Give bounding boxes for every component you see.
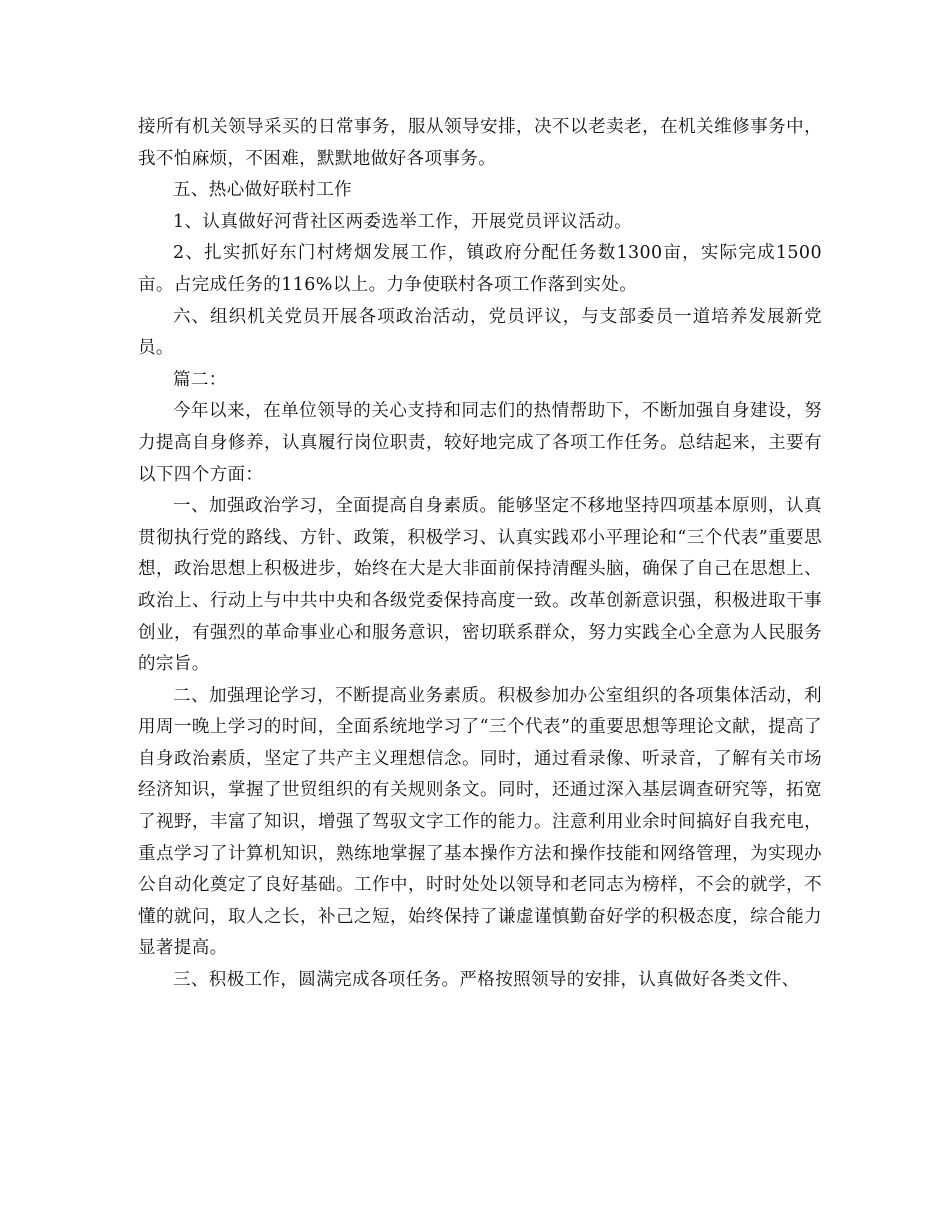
section-heading-six: 六、组织机关党员开展各项政治活动，党员评议，与支部委员一道培养发展新党员。 — [138, 306, 822, 359]
paragraph-section-two: 二、加强理论学习，不断提高业务素质。积极参加办公室组织的各项集体活动，利用周一晚上学习的时间，全面系统地学习了“三个代表”的重要思想等理论文献，提高了自身政治素质，坚定了共产主义理想信念。同时，通过看录像、听录音，了解有关市场经济知识，掌握了世贸组织的有关规则条文。同时，还通过深入基层调查研究等，拓宽了视野，丰富了知识，增强了驾驭文字工作的能力。注意利用业余时间搞好自我充电，重点学习了计算机知识，熟练地掌握了基本操作方法和操作技能和网络管理，为实现办公自动化奠定了良好基础。工作中，时时处处以领导和老同志为榜样，不会的就学，不懂的就问，取人之长，补己之短，始终保持了谦虚谨慎勤奋好学的积极态度，综合能力显著提高。 — [138, 685, 822, 959]
paragraph-continued: 接所有机关领导采买的日常事务，服从领导安排，决不以老卖老，在机关维修事务中，我不怕麻烦，不困难，默默地做好各项事务。 — [138, 117, 822, 169]
paragraph-item-1: 1、认真做好河背社区两委选举工作，开展党员评议活动。 — [173, 211, 633, 232]
paragraph-section-one: 一、加强政治学习，全面提高自身素质。能够坚定不移地坚持四项基本原则，认真贯彻执行党的路线、方针、政策，积极学习、认真实践邓小平理论和“三个代表”重要思想，政治思想上积极进步，始终在大是大非面前保持清醒头脑，确保了自己在思想上、政治上、行动上与中共中央和各级党委保持高度一致。改革创新意识强，积极进取干事创业，有强烈的革命事业心和服务意识，密切联系群众，努力实践全心全意为人民服务的宗旨。 — [138, 496, 822, 675]
section-heading-five: 五、热心做好联村工作 — [173, 180, 352, 201]
paragraph-item-2: 2、扎实抓好东门村烤烟发展工作，镇政府分配任务数1300亩，实际完成1500亩。占完成任务的116%以上。力争使联村各项工作落到实处。 — [138, 243, 822, 295]
article-heading-part-two: 篇二： — [173, 369, 227, 390]
paragraph-intro: 今年以来，在单位领导的关心支持和同志们的热情帮助下，不断加强自身建设，努力提高自身修养，认真履行岗位职责，较好地完成了各项工作任务。总结起来，主要有以下四个方面： — [138, 401, 822, 485]
paragraph-section-three: 三、积极工作，圆满完成各项任务。严格按照领导的安排，认真做好各类文件、 — [173, 970, 800, 991]
document-body — [138, 112, 822, 997]
